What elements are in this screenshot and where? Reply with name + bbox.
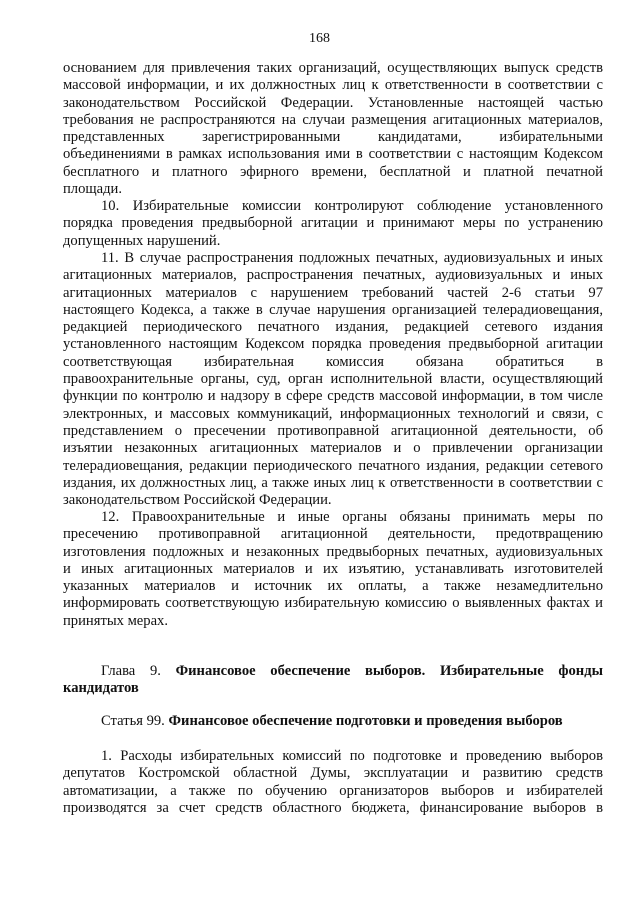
text-line: соответствующая избирательная комиссия обязана обратиться в xyxy=(63,353,603,370)
text-line: редакцией периодического печатного издания, редакцией сетевого издания xyxy=(63,319,603,336)
paragraph-11 xyxy=(63,250,603,509)
text-line: автоматизации, а также по обучению организаторов выборов и избирателей xyxy=(63,782,603,799)
text-line: представленных зарегистрированными кандидатами, избирательными xyxy=(63,129,603,146)
text-line: допущенных нарушений. xyxy=(63,232,221,249)
chapter-title: Финансовое обеспечение выборов. Избирательные фонды xyxy=(175,663,603,679)
text-line: площади. xyxy=(63,181,122,198)
paragraph-12 xyxy=(63,509,603,630)
text-line: правоохранительные органы, суд, орган исполнительной власти, осуществляющий xyxy=(63,371,603,388)
text-line: изъятии незаконных агитационных материалов и о привлечении организации xyxy=(63,440,603,457)
article-paragraph-1 xyxy=(63,748,603,817)
text-line: пресечению противоправной агитационной деятельности, предотвращению xyxy=(63,526,603,543)
text-line: основанием для привлечения таких организаций, осуществляющих выпуск средств xyxy=(63,60,603,76)
paragraph-10 xyxy=(63,198,603,250)
text-line: 11. В случае распространения подложных печатных, аудиовизуальных и иных xyxy=(101,250,603,266)
text-line: функции по контролю и надзору в сфере средств массовой информации, в том числе xyxy=(63,388,603,405)
text-line: требования не распространяются на случаи размещения агитационных материалов, xyxy=(63,111,603,128)
text-line: указанных материалов и источник их оплаты, а также незамедлительно xyxy=(63,578,603,595)
article-title: Финансовое обеспечение подготовки и проведения выборов xyxy=(168,713,563,729)
chapter-heading-line xyxy=(63,680,603,697)
text-line: установленного настоящим Кодексом порядка проведения предвыборной агитации xyxy=(63,336,603,353)
text-line: и иных агитационных материалов и их изъятию, устанавливать изготовителей xyxy=(63,560,603,577)
text-line: законодательством Российской Федерации. Установленные настоящей частью xyxy=(63,94,603,111)
chapter-prefix: Глава 9. xyxy=(101,663,161,679)
text-line: информировать соответствующую избирательную комиссию о выявленных фактах и xyxy=(63,595,603,612)
text-line: бесплатного и платного эфирного времени, бесплатной и платной печатной xyxy=(63,163,603,180)
text-line: порядка проведения предвыборной агитации и принимают меры по устранению xyxy=(63,215,603,232)
text-line: принятых мерах. xyxy=(63,612,168,629)
text-line: представлением о пресечении противоправной агитационной деятельности, об xyxy=(63,422,603,439)
paragraph-continuation xyxy=(63,60,603,198)
text-line: 12. Правоохранительные и иные органы обязаны принимать меры по xyxy=(101,509,603,525)
page-number: 168 xyxy=(309,31,330,46)
text-line: изготовления подложных и незаконных предвыборных печатных, аудиовизуальных xyxy=(63,543,603,560)
text-line: агитационных материалов с нарушением требований частей 2-6 статьи 97 xyxy=(63,284,603,301)
text-line: агитационных материалов, распространения печатных, аудиовизуальных и иных xyxy=(63,267,603,284)
text-line: объединениями в рамках использования ими в соответствии с настоящим Кодексом xyxy=(63,146,603,163)
chapter-heading xyxy=(63,663,603,698)
text-line: массовой информации, и их должностных лиц к ответственности в соответствии с xyxy=(63,77,603,94)
text-line: законодательством Российской Федерации. xyxy=(63,492,332,509)
text-line: депутатов Костромской областной Думы, эксплуатации и развитию средств xyxy=(63,765,603,782)
article-prefix: Статья 99. xyxy=(101,713,165,729)
text-line: телерадиовещания, редакции периодического печатного издания, редакции сетевого xyxy=(63,457,603,474)
chapter-title-continuation: кандидатов xyxy=(63,680,139,697)
article-heading-line xyxy=(63,713,603,730)
text-line: издания, их должностных лиц, а также иных лиц к ответственности в соответствии с xyxy=(63,474,603,491)
text-line: 1. Расходы избирательных комиссий по подготовке и проведению выборов xyxy=(101,748,603,764)
text-line: производятся за счет средств областного бюджета, финансирование выборов в xyxy=(63,799,603,816)
text-line: 10. Избирательные комиссии контролируют соблюдение установленного xyxy=(101,198,603,214)
chapter-heading-line xyxy=(63,663,603,680)
text-line: электронных, и массовых коммуникаций, информационных технологий и связи, с xyxy=(63,405,603,422)
text-line: настоящего Кодекса, а также в случае нарушения организацией телерадиовещания, xyxy=(63,301,603,318)
article-heading xyxy=(63,713,603,730)
